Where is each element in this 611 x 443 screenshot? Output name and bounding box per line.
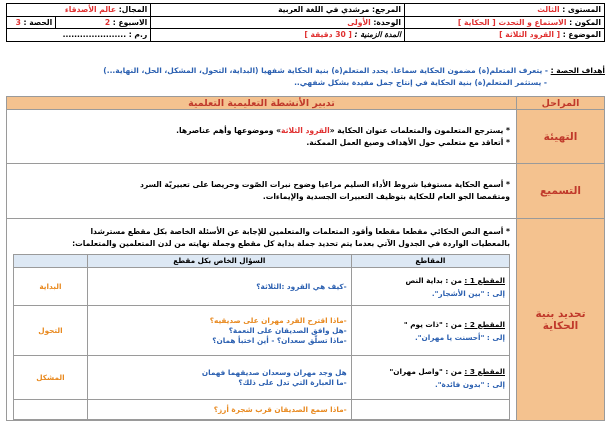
stage-structure: تحديد بنية الحكاية <box>517 219 605 421</box>
listening-content <box>7 164 517 219</box>
component-value: الاستماع و التحدث <box>498 17 567 27</box>
question: -ما العبارة التي تدل على ذلك؟ <box>238 377 347 387</box>
structure-content <box>7 219 517 421</box>
part-label: المشكل <box>14 356 88 400</box>
topic-cell <box>405 29 605 42</box>
stage-warmup: التهيئة <box>517 110 605 164</box>
duration-cell <box>151 29 405 42</box>
warmup-content <box>7 110 517 164</box>
reference-cell <box>151 4 405 17</box>
activities-header: تدبير الأنشطة التعليمية التعلمية <box>7 97 517 110</box>
component-extra: [ الحكاية ] <box>457 17 496 27</box>
warmup-line <box>13 125 510 137</box>
level-cell <box>405 4 605 17</box>
part-label: التحول <box>14 306 88 356</box>
header-table <box>6 3 605 42</box>
question-cell <box>87 356 351 400</box>
question: -ماذا سمع الصديقان قرب شجرة أرز؟ <box>213 404 347 414</box>
segment-cell <box>351 306 509 356</box>
week-label: الاسبوع : <box>112 17 148 27</box>
segments-table <box>13 254 510 420</box>
domain-label: المجال: <box>118 5 148 15</box>
segment-from: من : بداية النص <box>405 275 462 285</box>
goal-row-2 <box>5 77 605 89</box>
segment-title: المقطع 3 : <box>464 366 505 376</box>
structure-intro: * أسمع النص الحكائي مقطعا مقطعا وأقود المتعلمات والمتعلمين للإجابة عن الأسئلة الخاصة بكل مقطع مسترشدا <box>90 227 510 236</box>
segment-row <box>14 268 510 306</box>
activities-table <box>6 96 605 421</box>
stage-listening: التسميع <box>517 164 605 219</box>
segment-to: إلى : "بين الأشجار". <box>431 288 505 298</box>
level-value: الثالث <box>537 5 560 15</box>
goals-label: أهداف الحصة : <box>550 66 605 75</box>
topic-label: الموضوع : <box>562 30 601 40</box>
code-value: ...................... <box>62 30 127 40</box>
question-cell <box>87 306 351 356</box>
segment-cell <box>351 400 509 420</box>
duration-value: [ 30 دقيقة ] <box>304 30 352 40</box>
question-cell <box>87 268 351 306</box>
week-value: 2 <box>104 17 111 27</box>
warmup-line: * أتعاقد مع متعلمي حول الأهداف وصيغ العمل الممكنة. <box>306 137 510 147</box>
code-label: ر.م : <box>128 30 148 40</box>
warmup-text: » وموضوعها وأهم عناصرها. <box>176 125 282 135</box>
level-label: المستوى : <box>562 5 601 15</box>
segment-cell <box>351 356 509 400</box>
segment-from: من : "ذات يوم " <box>403 319 462 329</box>
domain-value: عالم الأصدقاء <box>64 5 117 15</box>
code-cell <box>7 29 151 42</box>
segment-cell <box>351 268 509 306</box>
session-cell <box>7 16 56 29</box>
segment-row <box>14 400 510 420</box>
stages-header: المراحل <box>517 97 605 110</box>
question-cell <box>87 400 351 420</box>
session-label: الحصة : <box>23 17 53 27</box>
part-label: البداية <box>14 268 88 306</box>
reference-value: مرشدي في اللغة العربية <box>278 5 370 15</box>
unit-label: الوحدة: <box>373 17 401 27</box>
segments-header: المقاطع <box>351 255 509 268</box>
domain-cell <box>7 4 151 17</box>
segment-title: المقطع 2 : <box>464 319 505 329</box>
segment-from: من : "واصل مهران" <box>389 366 462 376</box>
topic-value: [ القرود الثلاثة ] <box>499 30 561 40</box>
segment-row <box>14 306 510 356</box>
reference-label: المرجع: <box>372 5 401 15</box>
component-label: المكون : <box>569 17 601 27</box>
goal-item: - يتعرف المتعلم(ة) مضمون الحكاية سماعا. يحدد المتعلم(ة) بنية الحكاية شفهيا (البداية، التحول، المشكل، الحل، النهاية...) <box>103 66 549 75</box>
question: -كيف هي القرود :الثلاثة؟ <box>256 281 347 291</box>
structure-intro: بالمعطيات الواردة في الجدول الآتي بعدما يتم تحديد جملة بداية كل مقطع وجملة نهايته من لدن المتعلمين والمتعلمات: <box>72 239 510 248</box>
question: هل وجد مهران وسعدان صديقهما فهمان <box>201 367 347 377</box>
lesson-goals <box>5 65 605 89</box>
part-label <box>14 400 88 420</box>
component-cell <box>405 16 605 29</box>
listening-line: * أسمع الحكاية مستوفيا شروط الأداء السليم مراعيا وضوح نبرات الصّوت وحريصا على تعبيريّة السرد <box>139 180 510 189</box>
questions-header: السؤال الخاص بكل مقطع <box>87 255 351 268</box>
warmup-text: * يسترجع المتعلمون والمتعلمات عنوان الحكاية « <box>329 125 510 135</box>
question: -هل وافق الصديقان على النعمة؟ <box>228 325 347 335</box>
segment-to: إلى : "بدون فائدة". <box>434 379 505 389</box>
listening-line: ومتقمصا الجو العام للحكاية بتوظيف التعبيرات الجسدية والإيماءات. <box>262 192 510 201</box>
goal-item: - يستثمر المتعلم(ة) بنية الحكاية في إنتاج جمل مفيدة بشكل شفهي.. <box>294 78 547 87</box>
part-header <box>14 255 88 268</box>
duration-label: المدة الزمنية : <box>354 30 401 40</box>
segment-title: المقطع 1 : <box>464 275 505 285</box>
week-cell <box>56 16 151 29</box>
unit-value: الأولى <box>347 17 371 27</box>
session-value: 3 <box>15 17 21 27</box>
goal-row-1 <box>5 65 605 77</box>
story-title: القرود الثلاثة <box>281 125 330 135</box>
segment-row <box>14 356 510 400</box>
unit-cell <box>151 16 405 29</box>
question: -ماذا تسلّق سعدان؟ - أين اختبأ همان؟ <box>212 335 347 345</box>
question: -ماذا اقترح القرد مهران على صديقيه؟ <box>209 315 347 325</box>
segment-to: إلى : "أحسنت يا مهران". <box>414 332 505 342</box>
